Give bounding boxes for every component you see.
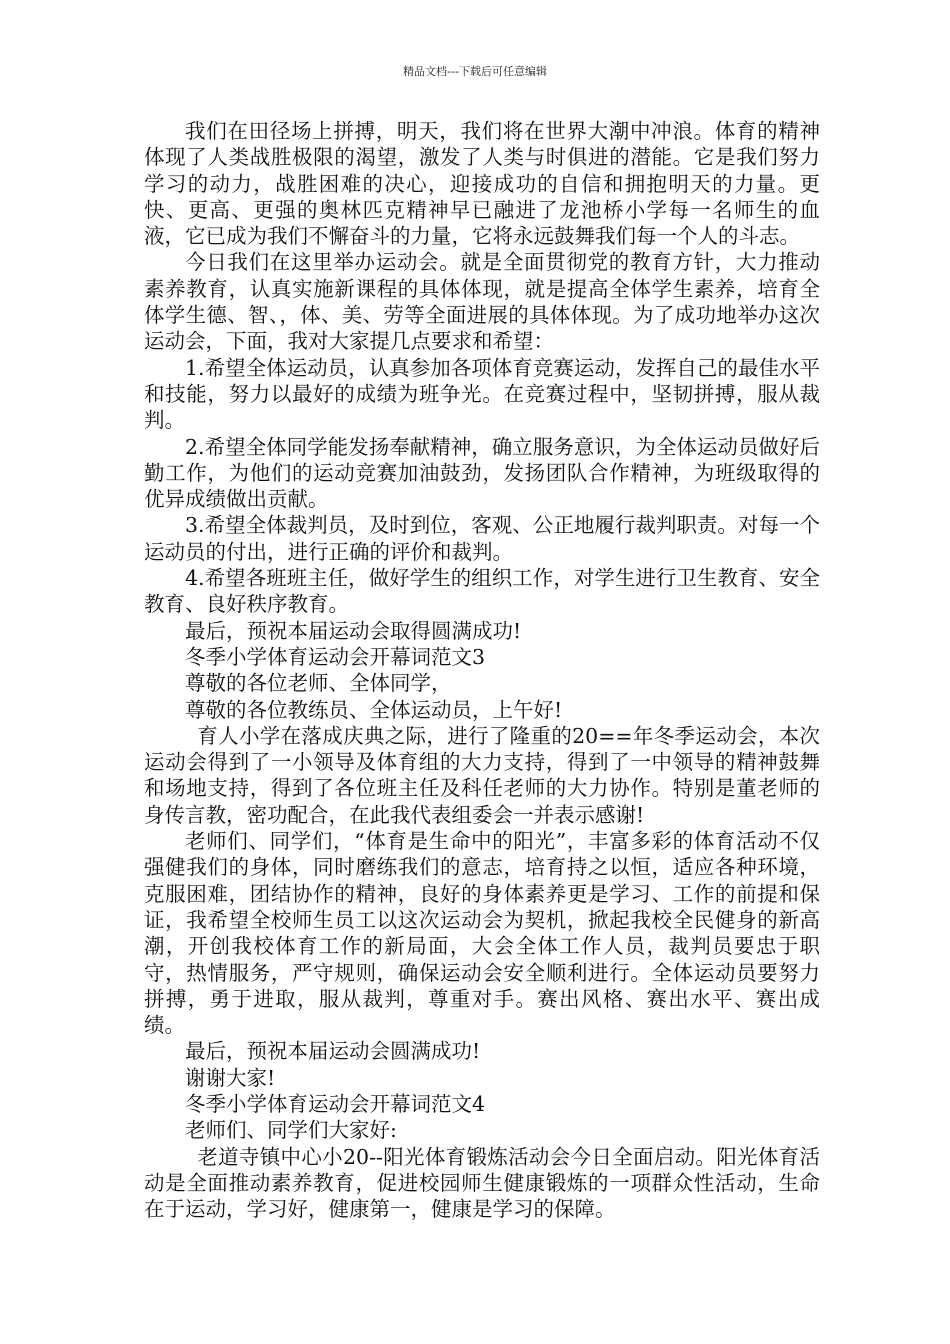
paragraph-intro: 我们在田径场上拼搏，明天，我们将在世界大潮中冲浪。体育的精神体现了人类战胜极限的渴望，激发了人类与时俱进的潜能。它是我们努力学习的动力，战胜困难的决心，迎接成功的自信和拥抱明天的力量。更快、更高、更强的奥林匹克精神早已融进了龙池桥小学每一名师生的血液，它已成为我们不懈奋斗的力量，它将永远鼓舞我们每一个人的斗志。	[144, 119, 820, 249]
document-body	[144, 118, 820, 1222]
paragraph-thank-you: 谢谢大家!	[185, 1065, 276, 1090]
section-heading-4: 冬季小学体育运动会开幕词范文4	[185, 1091, 486, 1116]
paragraph-closing-wish: 最后，预祝本届运动会取得圆满成功!	[185, 618, 522, 643]
greeting-all: 老师们、同学们大家好:	[185, 1118, 397, 1143]
paragraph-sports-spirit: 老师们、同学们，“体育是生命中的阳光”，丰富多彩的体育活动不仅强健我们的身体，同时磨练我们的意志，培育持之以恒，适应各种环境，克服困难，团结协作的精神，良好的身体素养更是学习、工作的前提和保证，我希望全校师生员工以这次运动会为契机，掀起我校全民健身的新高潮，开创我校体育工作的新局面，大会全体工作人员，裁判员要忠于职守，热情服务，严守规则，确保运动会安全顺利进行。全体运动员要努力拼搏，勇于进取，服从裁判，尊重对手。赛出风格、赛出水平、赛出成绩。	[144, 829, 820, 1038]
greeting-teachers: 尊敬的各位老师、全体同学，	[185, 671, 452, 696]
greeting-athletes: 尊敬的各位教练员、全体运动员，上午好!	[185, 697, 563, 722]
paragraph-requirement-4: 4.希望各班班主任，做好学生的组织工作，对学生进行卫生教育、安全教育、良好秩序教育。	[144, 566, 820, 617]
page-header: 精品文档---下载后可任意编辑	[403, 65, 547, 78]
paragraph-thanks: 育人小学在落成庆典之际，进行了隆重的20==年冬季运动会，本次运动会得到了一小领导及体育组的大力支持，得到了一中领导的精神鼓舞和场地支持，得到了各位班主任及科任老师的大力协作。特别是董老师的身传言教，密功配合，在此我代表组委会一并表示感谢!	[144, 723, 820, 827]
paragraph-requirement-1: 1.希望全体运动员，认真参加各项体育竞赛运动，发挥自己的最佳水平和技能，努力以最好的成绩为班争光。在竞赛过程中，坚韧拼搏，服从裁判。	[144, 355, 820, 433]
paragraph-closing-wish-2: 最后，预祝本届运动会圆满成功!	[185, 1039, 481, 1064]
section-heading-3: 冬季小学体育运动会开幕词范文3	[185, 644, 486, 669]
paragraph-sunshine-sports: 老道寺镇中心小20--阳光体育锻炼活动会今日全面启动。阳光体育活动是全面推动素养教育，促进校园师生健康锻炼的一项群众性活动，生命在于运动，学习好，健康第一，健康是学习的保障。	[144, 1144, 820, 1222]
paragraph-requirement-2: 2.希望全体同学能发扬奉献精神，确立服务意识，为全体运动员做好后勤工作，为他们的运动竞赛加油鼓劲，发扬团队合作精神，为班级取得的优异成绩做出贡献。	[144, 434, 820, 512]
paragraph-purpose: 今日我们在这里举办运动会。就是全面贯彻党的教育方针，大力推动素养教育，认真实施新课程的具体体现，就是提高全体学生素养，培育全体学生德、智、，体、美、劳等全面进展的具体体现。为了成功地举办这次运动会，下面，我对大家提几点要求和希望：	[144, 250, 820, 354]
paragraph-requirement-3: 3.希望全体裁判员，及时到位，客观、公正地履行裁判职责。对每一个运动员的付出，进行正确的评价和裁判。	[144, 513, 820, 564]
